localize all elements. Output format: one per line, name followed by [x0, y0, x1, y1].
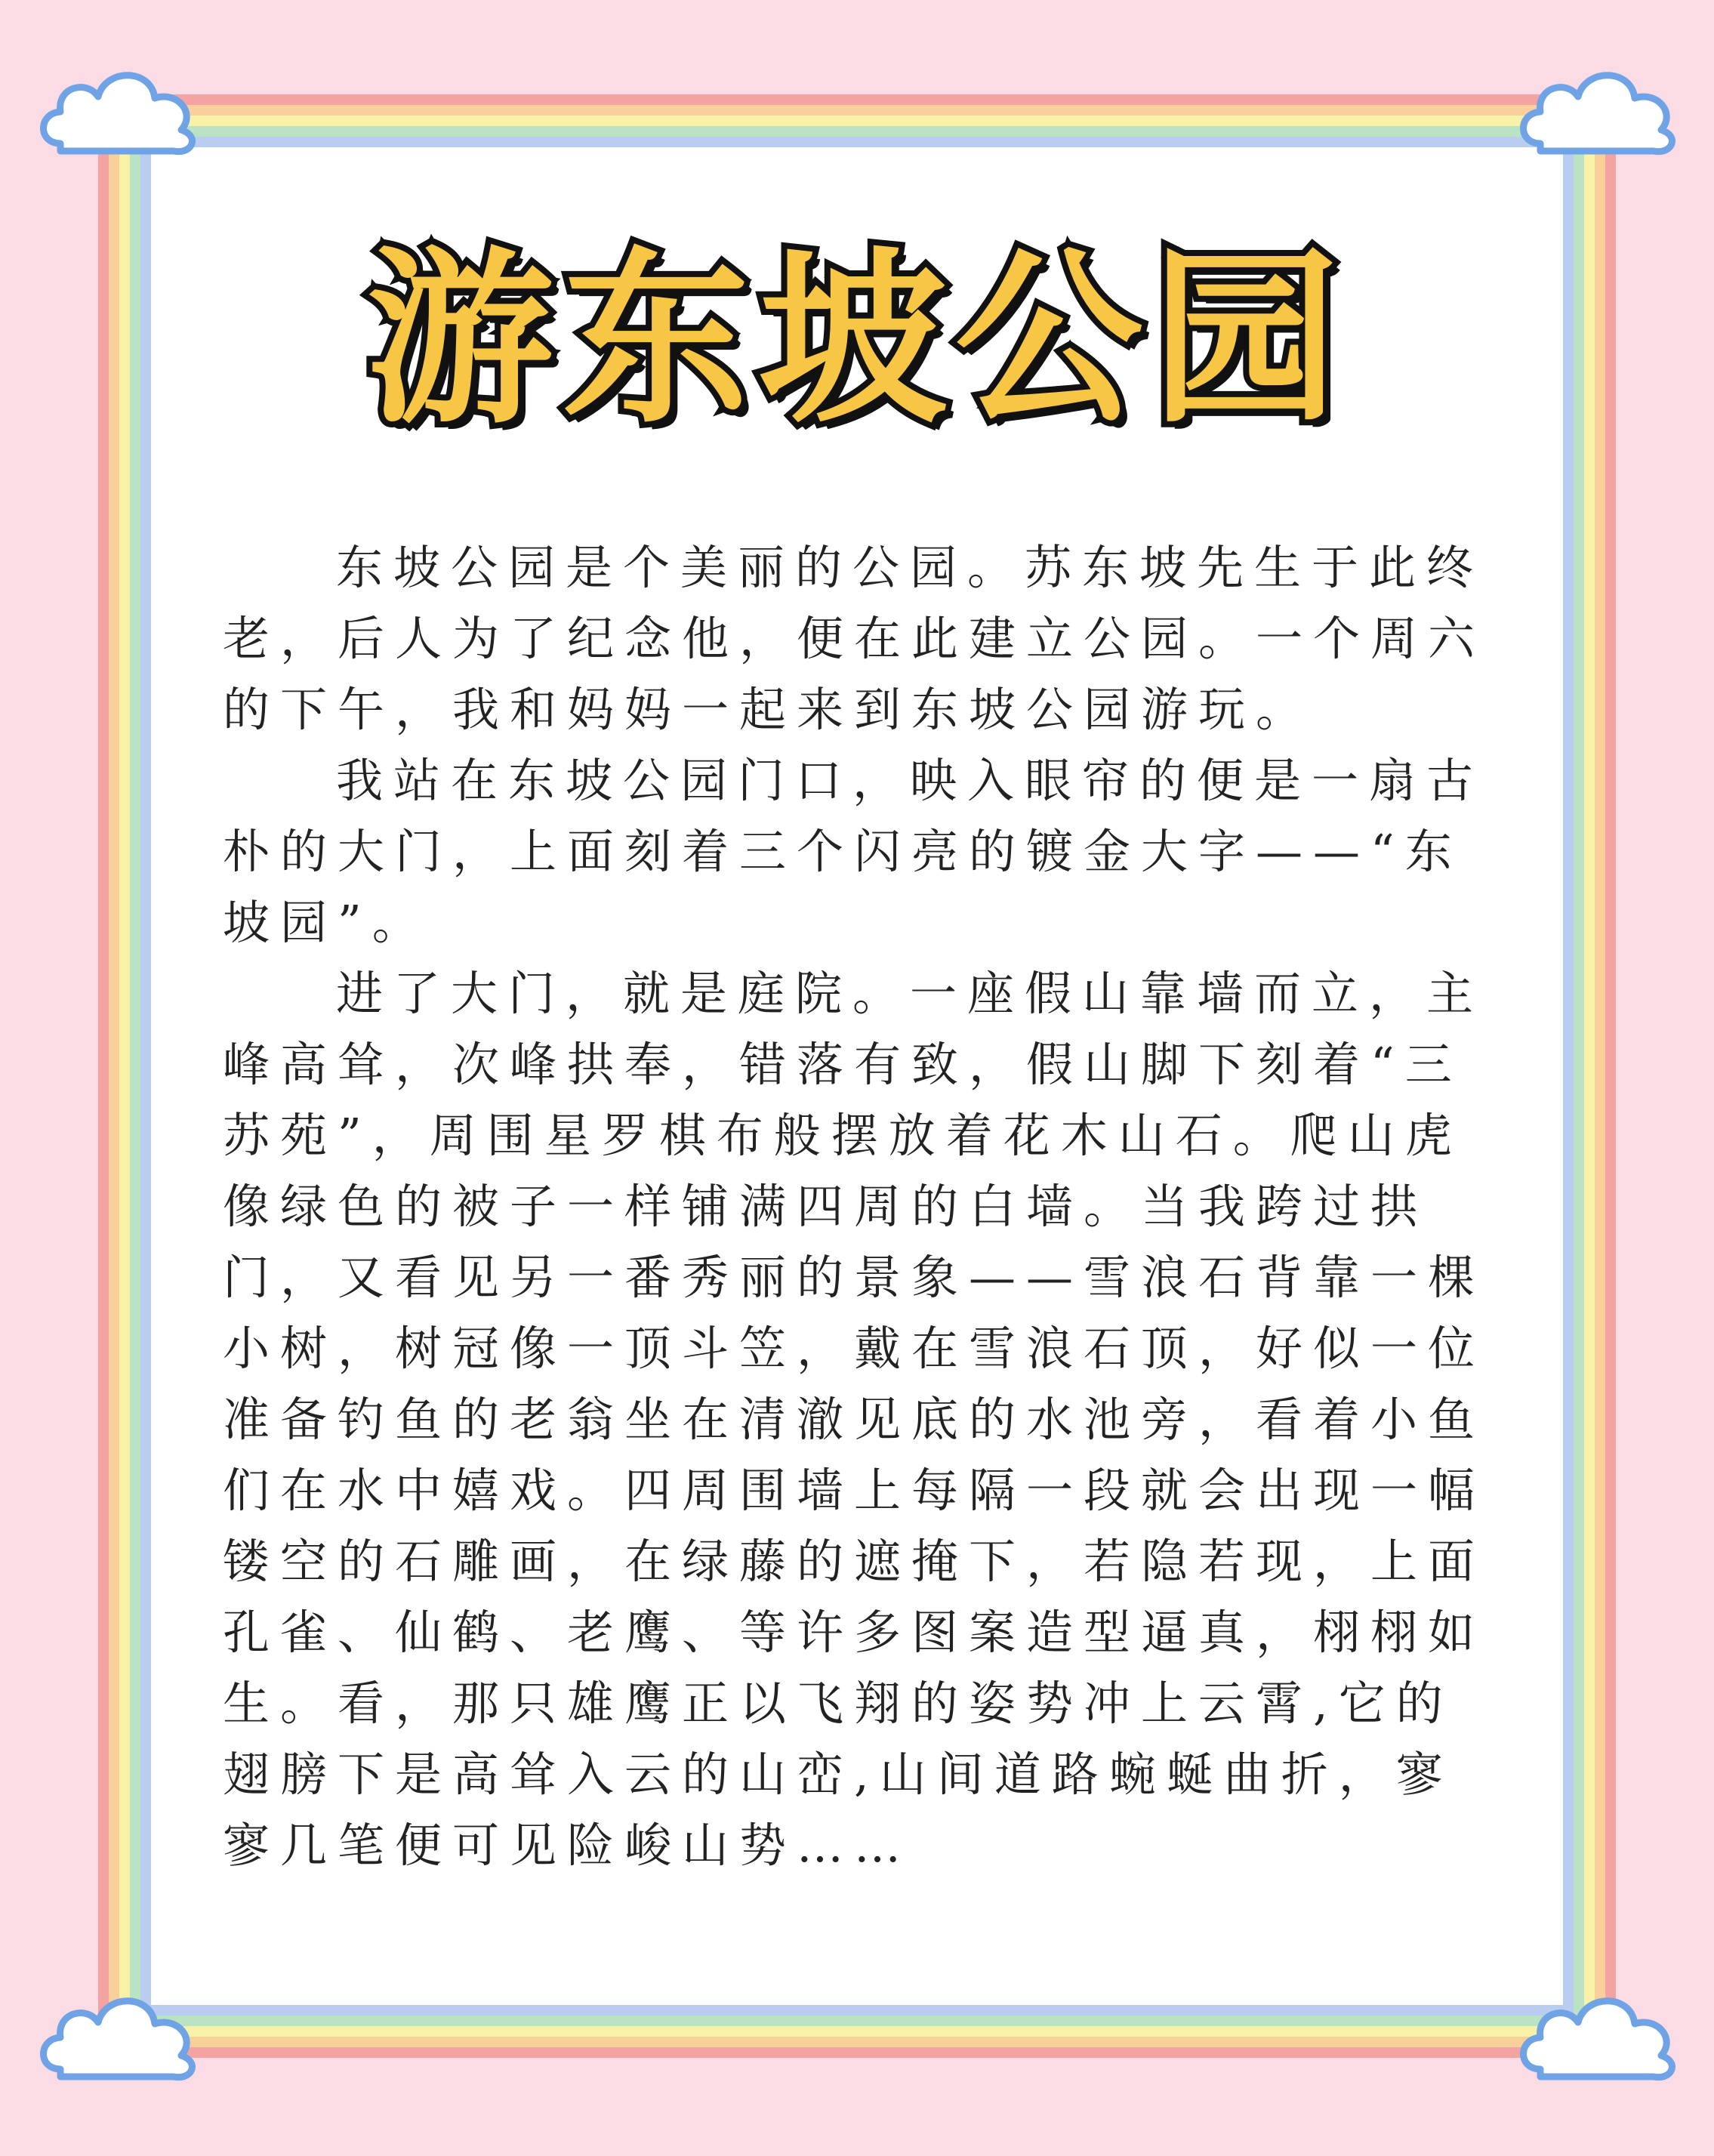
paragraph: 东坡公园是个美丽的公园。苏东坡先生于此终老，后人为了纪念他，便在此建立公园。一个周六的下午，我和妈妈一起来到东坡公园游玩。	[223, 540, 1486, 737]
cloud-icon	[30, 53, 204, 166]
page-title: 游东坡公园	[366, 231, 1348, 449]
paragraph: 我站在东坡公园门口，映入眼帘的便是一扇古朴的大门，上面刻着三个闪亮的镀金大字——“东坡园”。	[223, 753, 1484, 950]
article-body	[223, 532, 1491, 1881]
cloud-icon	[1510, 53, 1684, 166]
cloud-icon	[30, 1979, 204, 2092]
cloud-icon	[1510, 1979, 1684, 2092]
paragraph: 进了大门，就是庭院。一座假山靠墙而立，主峰高耸，次峰拱奉，错落有致，假山脚下刻着“三苏苑”，周围星罗棋布般摆放着花木山石。爬山虎像绿色的被子一样铺满四周的白墙。当我跨过拱门，又看见另一番秀丽的景象——雪浪石背靠一棵小树，树冠像一顶斗笠，戴在雪浪石顶，好似一位准备钓鱼的老翁坐在清澈见底的水池旁，看着小鱼们在水中嬉戏。四周围墙上每隔一段就会出现一幅镂空的石雕画，在绿藤的遮掩下，若隐若现，上面孔雀、仙鹤、老鹰、等许多图案造型逼真，栩栩如生。看，那只雄鹰正以飞翔的姿势冲上云霄,它的翅膀下是高耸入云的山峦,山间道路蜿蜒曲折，寥寥几笔便可见险峻山势……	[223, 966, 1486, 1873]
title-area	[0, 227, 1714, 453]
